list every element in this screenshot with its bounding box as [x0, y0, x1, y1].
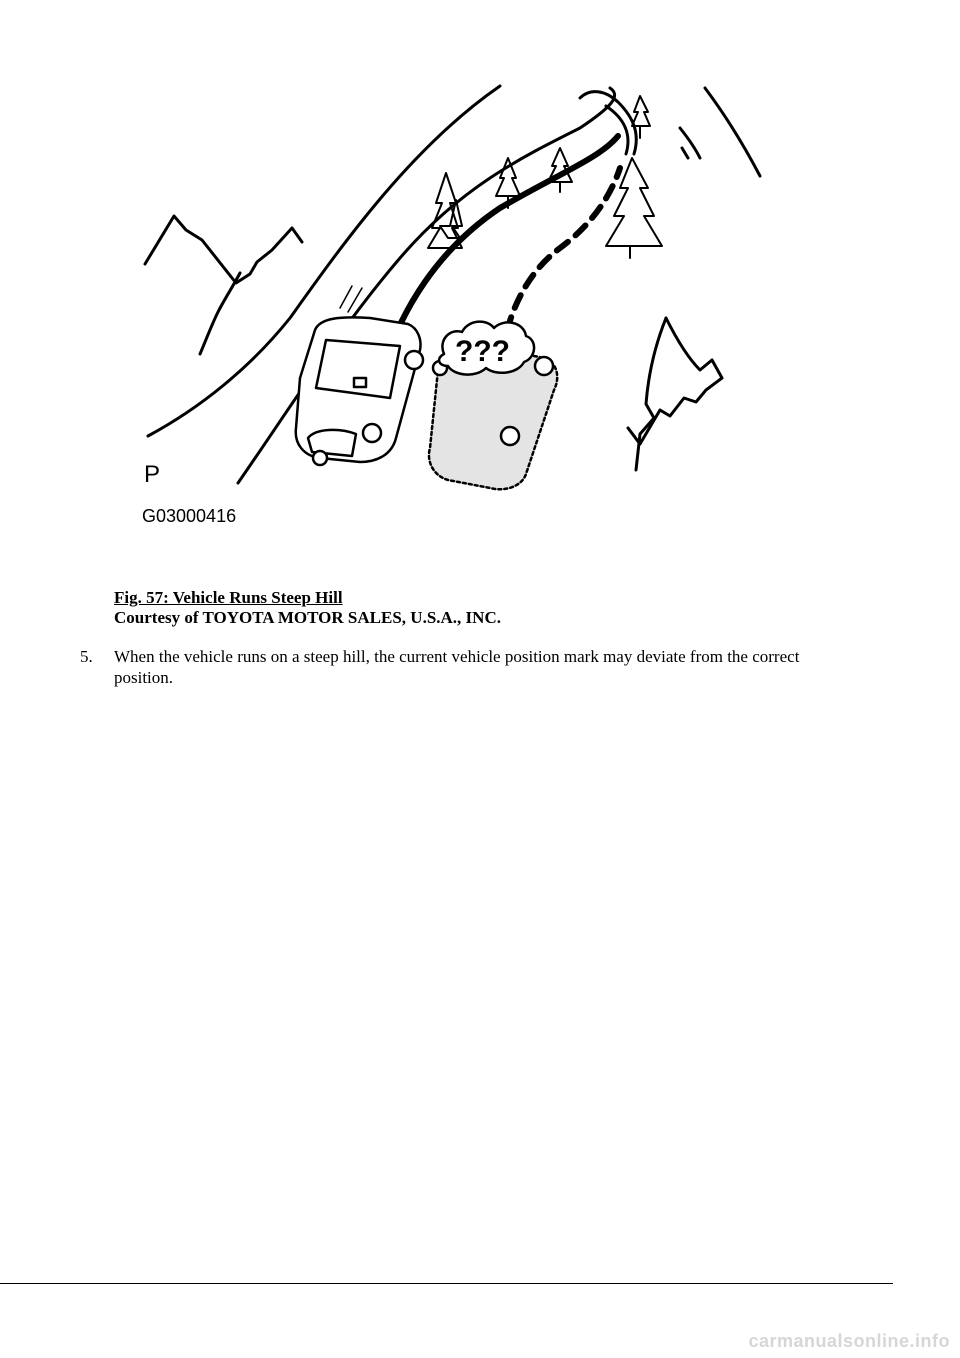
cliff-edge	[200, 273, 240, 354]
tree-big	[628, 318, 722, 470]
illustration-steep-hill	[140, 78, 780, 538]
mountain-right	[705, 88, 760, 176]
figure-title[interactable]: Fig. 57: Vehicle Runs Steep Hill	[114, 588, 343, 607]
step-number: 5.	[80, 647, 93, 666]
step-text: When the vehicle runs on a steep hill, the current vehicle position mark may deviate from the correct position.	[114, 647, 800, 687]
mountain-left	[145, 216, 302, 283]
bubble-text: ???	[455, 335, 510, 368]
tree-5	[606, 158, 662, 258]
figure-code: G03000416	[142, 506, 237, 526]
corner-label: P	[144, 461, 161, 488]
car-real	[296, 317, 423, 465]
page-divider	[0, 1283, 893, 1284]
site-watermark: carmanualsonline.info	[748, 1331, 950, 1351]
figure-credit: Courtesy of TOYOTA MOTOR SALES, U.S.A., INC.	[114, 608, 501, 627]
